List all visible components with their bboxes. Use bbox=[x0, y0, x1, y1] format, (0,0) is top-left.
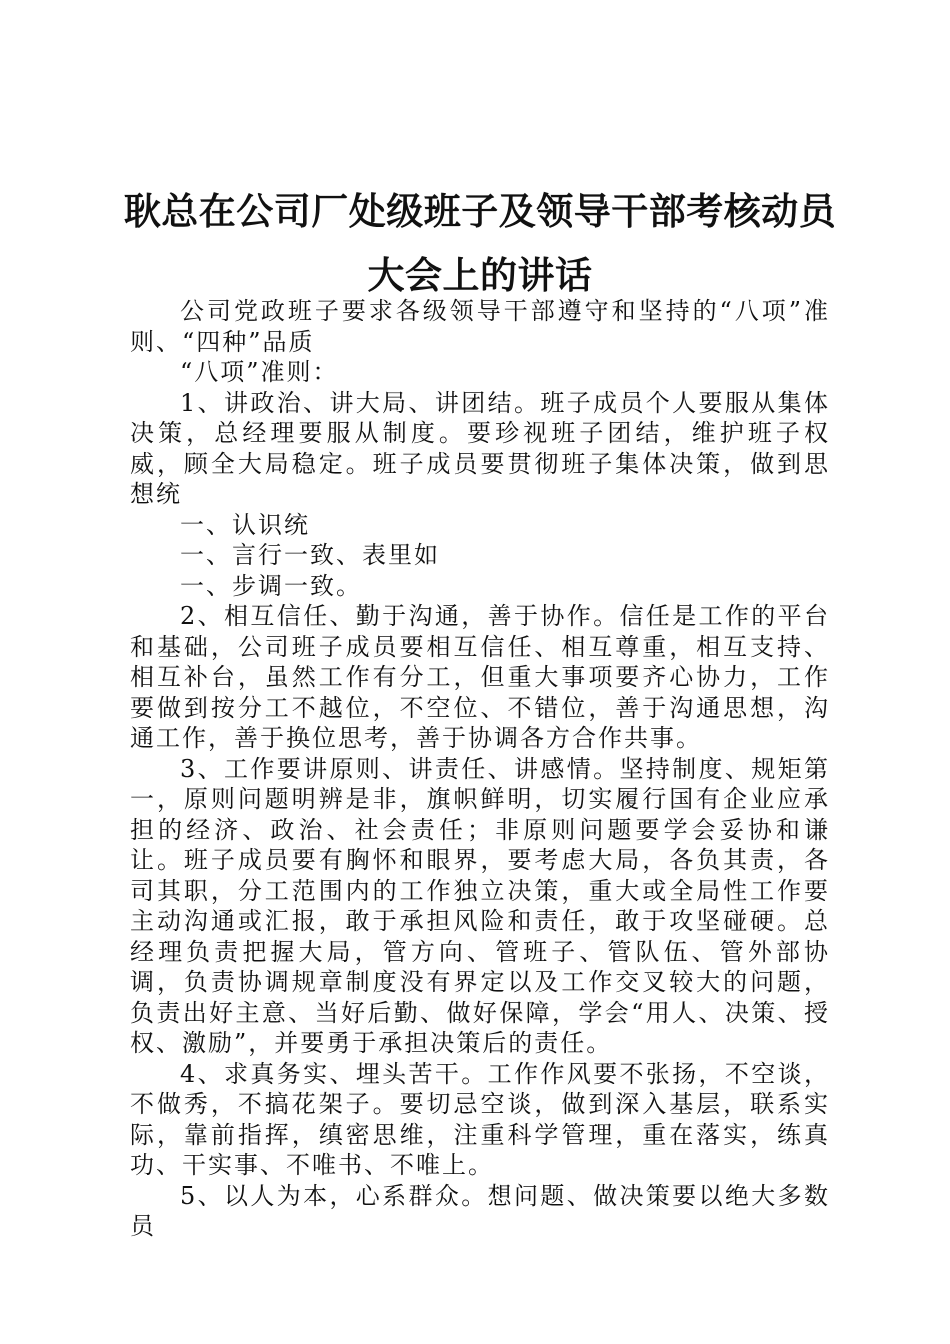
paragraph-unity-steps: 一、步调一致。 bbox=[180, 571, 362, 600]
paragraph-intro: 公司党政班子要求各级领导干部遵守和坚持的“八项”准则、“四种”品质 bbox=[130, 297, 830, 356]
paragraph-principle-5: 5、以人为本，心系群众。想问题、做决策要以绝大多数员 bbox=[130, 1181, 830, 1240]
paragraph-eight-principles-heading: “八项”准则： bbox=[180, 358, 339, 386]
document-title: 耿总在公司厂处级班子及领导干部考核动员大会上的讲话 bbox=[123, 190, 837, 297]
paragraph-principle-3: 3、工作要讲原则、讲责任、讲感情。坚持制度、规矩第一，原则问题明辨是非，旗帜鲜明，切实履行国有企业应承担的经济、政治、社会责任；非原则问题要学会妥协和谦让。班子成员要有胸怀和眼界，要考虑大局，各负其责，各司其职，分工范围内的工作独立决策，重大或全局性工作要主动沟通或汇报，敢于承担风险和责任，敢于攻坚碰硬。总经理负责把握大局，管方向、管班子、管队伍、管外部协调，负责协调规章制度没有界定以及工作交叉较大的问题，负责出好主意、当好后勤、做好保障，学会“用人、决策、授权、激励”，并要勇于承担决策后的责任。 bbox=[130, 754, 830, 1057]
paragraph-principle-1: 1、讲政治、讲大局、讲团结。班子成员个人要服从集体决策，总经理要服从制度。要珍视班子团结，维护班子权威，顾全大局稳定。班子成员要贯彻班子集体决策，做到思想统 bbox=[130, 388, 830, 508]
paragraph-principle-2: 2、相互信任、勤于沟通，善于协作。信任是工作的平台和基础，公司班子成员要相互信任、相互尊重，相互支持、相互补台，虽然工作有分工，但重大事项要齐心协力，工作要做到按分工不越位，不空位、不错位，善于沟通思想，沟通工作，善于换位思考，善于协调各方合作共事。 bbox=[130, 602, 830, 752]
document-body bbox=[130, 296, 830, 1242]
paragraph-unity-cognition: 一、认识统 bbox=[180, 510, 310, 539]
paragraph-unity-words-deeds: 一、言行一致、表里如 bbox=[180, 541, 440, 569]
paragraph-principle-4: 4、求真务实、埋头苦干。工作作风要不张扬，不空谈，不做秀，不搞花架子。要切忌空谈，做到深入基层，联系实际，靠前指挥，缜密思维，注重科学管理，重在落实，练真功、干实事、不唯书、不唯上。 bbox=[130, 1059, 830, 1179]
